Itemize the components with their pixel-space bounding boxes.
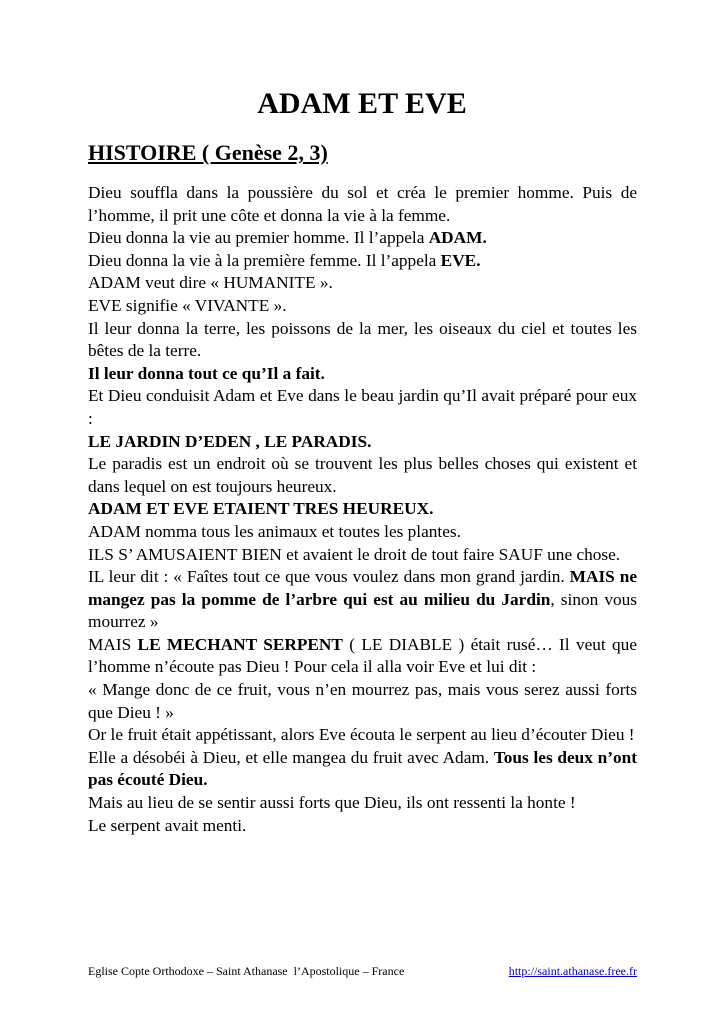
- emphasized-text: ADAM ET EVE ETAIENT TRES HEUREUX.: [88, 499, 434, 519]
- paragraph-text: Dieu souffla dans la poussière du sol et créa le premier homme. Puis de l’homme, il prit une côte et donna la vie à la femme.: [88, 183, 637, 225]
- story-paragraph: [88, 792, 637, 815]
- paragraph-text: Elle a désobéi à Dieu, et elle mangea du fruit avec Adam.: [88, 747, 494, 767]
- story-paragraph: [88, 566, 637, 634]
- section-heading: HISTOIRE ( Genèse 2, 3): [88, 140, 328, 165]
- story-paragraph: [88, 634, 637, 679]
- story-paragraph: [88, 363, 637, 386]
- paragraph-text: ADAM veut dire « HUMANITE ».: [88, 273, 333, 293]
- emphasized-text: Tous les deux n’ont pas écouté Dieu.: [88, 747, 637, 790]
- story-body: [88, 182, 637, 837]
- paragraph-text: EVE signifie « VIVANTE ».: [88, 295, 287, 315]
- paragraph-text: Il leur donna la terre, les poissons de la mer, les oiseaux du ciel et toutes les bêtes de la terre.: [88, 318, 637, 361]
- story-paragraph: [88, 250, 637, 273]
- paragraph-text: « Mange donc de ce fruit, vous n’en mourrez pas, mais vous serez aussi forts que Dieu ! »: [88, 680, 637, 722]
- footer-website-link[interactable]: http://saint.athanase.free.fr: [508, 964, 637, 978]
- story-paragraph: [88, 227, 637, 250]
- paragraph-text: ILS S’ AMUSAIENT BIEN et avaient le droit de tout faire SAUF une chose.: [88, 544, 621, 564]
- emphasized-text: ADAM.: [428, 228, 487, 248]
- story-paragraph: [88, 385, 637, 430]
- story-paragraph: [88, 544, 637, 567]
- story-paragraph: [88, 272, 637, 295]
- paragraph-text: MAIS: [88, 634, 138, 654]
- story-paragraph: [88, 453, 637, 498]
- emphasized-text: MAIS ne mangez pas la pomme de l’arbre qui est au milieu du Jardin: [88, 567, 637, 609]
- story-paragraph: [88, 295, 637, 318]
- emphasized-text: EVE.: [440, 250, 481, 270]
- paragraph-text: Le serpent avait menti.: [88, 815, 247, 835]
- paragraph-text: , sinon vous mourrez »: [88, 589, 637, 632]
- story-paragraph: [88, 747, 637, 792]
- emphasized-text: Il leur donna tout ce qu’Il a fait.: [88, 363, 325, 383]
- paragraph-text: Dieu donna la vie à la première femme. Il l’appela: [88, 250, 441, 270]
- paragraph-text: Le paradis est un endroit où se trouvent les plus belles choses qui existent et dans lequel on est toujours heureux.: [88, 454, 637, 496]
- story-paragraph: [88, 182, 637, 227]
- document-title: ADAM ET EVE: [257, 87, 467, 120]
- story-paragraph: [88, 498, 637, 521]
- paragraph-text: Mais au lieu de se sentir aussi forts que Dieu, ils ont ressenti la honte !: [88, 793, 576, 813]
- story-paragraph: [88, 679, 637, 724]
- paragraph-text: ( LE DIABLE ) était rusé… Il veut que l’homme n’écoute pas Dieu ! Pour cela il alla voir Eve et lui dit :: [88, 634, 637, 677]
- paragraph-text: Dieu donna la vie au premier homme. Il l’appela: [88, 228, 429, 248]
- paragraph-text: Et Dieu conduisit Adam et Eve dans le beau jardin qu’Il avait préparé pour eux :: [88, 386, 637, 428]
- paragraph-text: IL leur dit : « Faîtes tout ce que vous voulez dans mon grand jardin.: [88, 567, 570, 587]
- paragraph-text: Or le fruit était appétissant, alors Eve écouta le serpent au lieu d’écouter Dieu !: [88, 725, 635, 745]
- story-paragraph: [88, 431, 637, 454]
- paragraph-text: ADAM nomma tous les animaux et toutes les plantes.: [88, 521, 461, 541]
- story-paragraph: [88, 815, 637, 838]
- story-paragraph: [88, 724, 637, 747]
- footer-church-name: Eglise Copte Orthodoxe – Saint Athanase l’Apostolique – France: [88, 964, 405, 978]
- emphasized-text: LE JARDIN D’EDEN , LE PARADIS.: [88, 431, 372, 451]
- emphasized-text: LE MECHANT SERPENT: [137, 634, 343, 654]
- story-paragraph: [88, 318, 637, 363]
- story-paragraph: [88, 521, 637, 544]
